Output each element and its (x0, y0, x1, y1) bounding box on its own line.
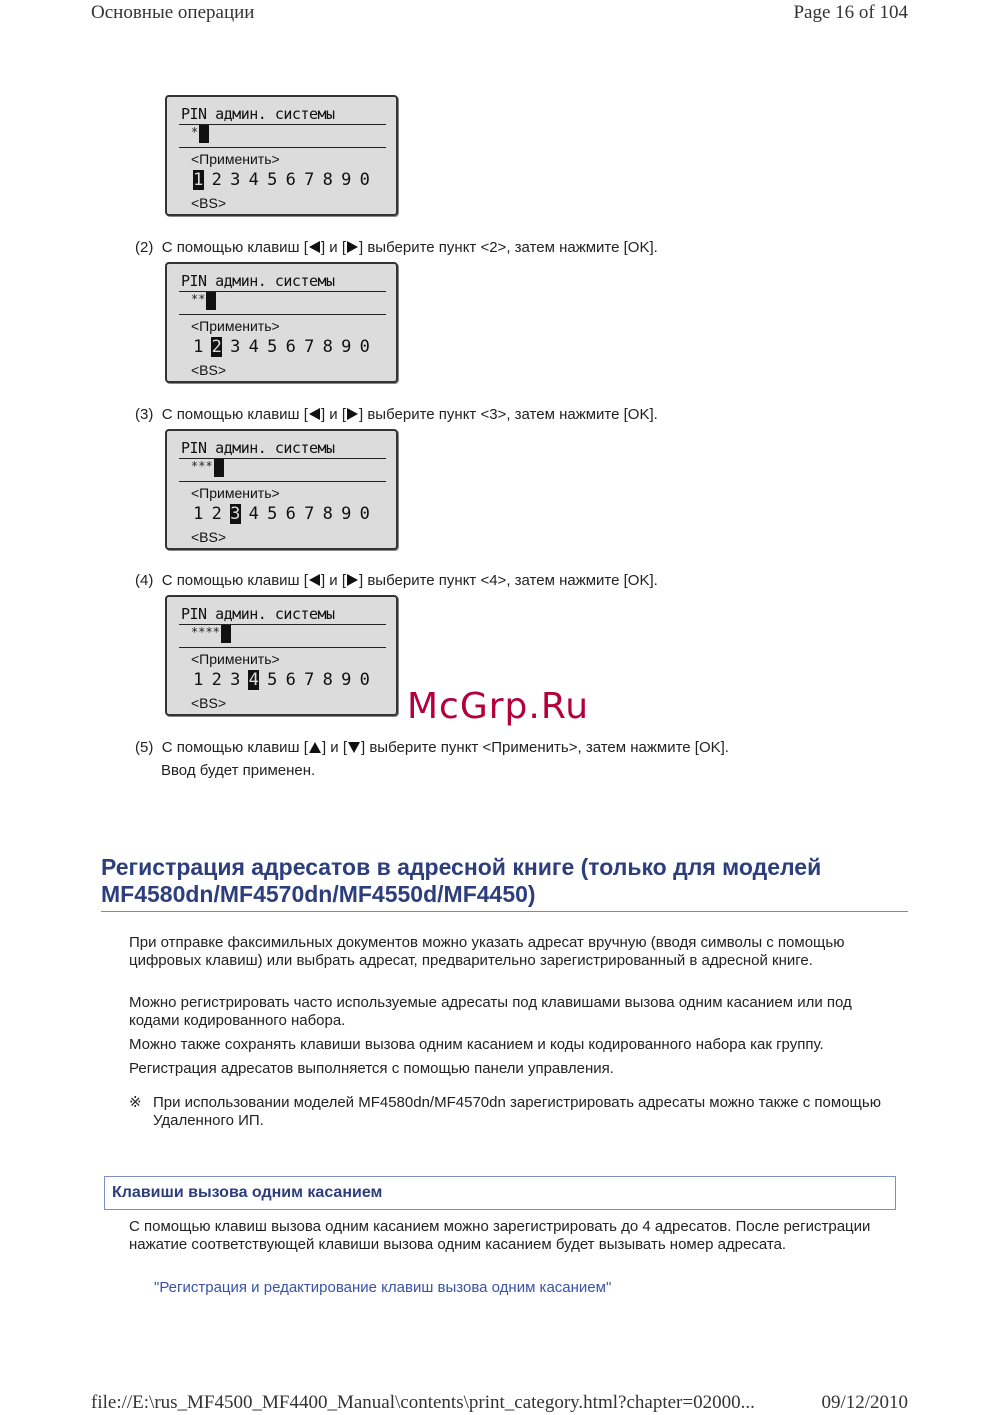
lcd-divider (179, 647, 386, 648)
header-left: Основные операции (91, 2, 255, 23)
left-arrow-icon (308, 407, 321, 421)
lcd-entered: **** (191, 625, 220, 639)
lcd-entered: *** (191, 459, 213, 473)
lcd-digit: 9 (341, 170, 352, 190)
step-number: (5) (135, 739, 154, 756)
lcd-digit-row (189, 670, 374, 690)
lcd-title: PIN админ. системы (181, 439, 335, 457)
cursor-icon (199, 125, 209, 143)
lcd-digit: 9 (341, 504, 352, 524)
lcd-digit: 4 (248, 337, 259, 357)
lcd-digit: 6 (285, 504, 296, 524)
step-text: ] выберите пункт <3>, затем нажмите [OK]. (359, 406, 658, 423)
lcd-digit: 7 (304, 170, 315, 190)
lcd-digit-row (189, 337, 374, 357)
lcd-digit: 4 (248, 170, 259, 190)
lcd-digit: 2 (211, 337, 222, 357)
lcd-digit: 0 (359, 337, 370, 357)
lcd-digit: 8 (322, 504, 333, 524)
subsection-header (104, 1176, 896, 1210)
lcd-pin-input (191, 459, 224, 478)
lcd-pin-input (191, 625, 231, 644)
section-divider (101, 911, 908, 912)
watermark: McGrp.Ru (407, 686, 590, 727)
header-page-number: Page 16 of 104 (793, 2, 908, 23)
lcd-screen-3 (165, 429, 398, 550)
subsection-title: Клавиши вызова одним касанием (112, 1184, 383, 1201)
lcd-digit: 8 (322, 337, 333, 357)
right-arrow-icon (346, 240, 359, 254)
step-text: ] выберите пункт <2>, затем нажмите [OK]. (359, 239, 658, 256)
lcd-digit: 0 (359, 170, 370, 190)
lcd-title: PIN админ. системы (181, 272, 335, 290)
lcd-divider (179, 481, 386, 482)
one-touch-keys-link[interactable]: "Регистрация и редактирование клавиш вызова одним касанием" (154, 1279, 612, 1296)
lcd-digit: 9 (341, 670, 352, 690)
lcd-apply-item: <Применить> (191, 318, 280, 334)
lcd-digit: 2 (211, 170, 222, 190)
lcd-digit: 3 (230, 504, 241, 524)
lcd-bs-item: <BS> (191, 695, 227, 711)
lcd-bs-item: <BS> (191, 195, 227, 211)
lcd-digit: 1 (193, 670, 204, 690)
step-text: С помощью клавиш [ (161, 572, 308, 589)
lcd-digit: 5 (267, 337, 278, 357)
lcd-apply-item: <Применить> (191, 151, 280, 167)
lcd-digit: 4 (248, 504, 259, 524)
lcd-screen-1 (165, 95, 398, 216)
down-arrow-icon (347, 741, 361, 754)
lcd-bs-item: <BS> (191, 362, 227, 378)
lcd-digit: 1 (193, 170, 204, 190)
step-2 (135, 239, 658, 256)
lcd-pin-input (191, 125, 209, 144)
cursor-icon (214, 459, 224, 477)
lcd-title: PIN админ. системы (181, 105, 335, 123)
section-paragraph-3: Можно также сохранять клавиши вызова одним касанием и коды кодированного набора как группу. (129, 1036, 824, 1053)
lcd-digit-row (189, 504, 374, 524)
lcd-digit: 4 (248, 670, 259, 690)
subsection-paragraph: С помощью клавиш вызова одним касанием можно зарегистрировать до 4 адресатов. После регистрации нажатие соответствующей клавиши вызова одним касанием будет вызывать номер адресата. (129, 1218, 871, 1253)
lcd-digit: 2 (211, 670, 222, 690)
lcd-divider (179, 124, 386, 125)
left-arrow-icon (308, 240, 321, 254)
left-arrow-icon (308, 573, 321, 587)
lcd-entered: ** (191, 292, 206, 306)
lcd-digit: 7 (304, 670, 315, 690)
section-paragraph-1: При отправке факсимильных документов можно указать адресат вручную (вводя символы с помощью цифровых клавиш) или выбрать адресат, предварительно зарегистрированный в адресной книге. (129, 934, 845, 969)
section-paragraph-4: Регистрация адресатов выполняется с помощью панели управления. (129, 1060, 614, 1077)
step-text: С помощью клавиш [ (161, 739, 308, 756)
lcd-digit-row (189, 170, 374, 190)
lcd-digit: 3 (230, 670, 241, 690)
lcd-divider (179, 147, 386, 148)
lcd-entered: * (191, 125, 199, 139)
lcd-digit: 8 (322, 670, 333, 690)
lcd-digit: 2 (211, 504, 222, 524)
step-text: ] и [ (320, 406, 346, 423)
step-5 (135, 739, 729, 756)
step-4 (135, 572, 658, 589)
section-title: Регистрация адресатов в адресной книге (только для моделей MF4580dn/MF4570dn/MF4550d/MF4450) (101, 854, 822, 907)
step-text: ] выберите пункт <Применить>, затем нажмите [OK]. (361, 739, 729, 756)
note-mark-icon: ※ (129, 1094, 142, 1111)
step-text: ] выберите пункт <4>, затем нажмите [OK]. (359, 572, 658, 589)
cursor-icon (206, 292, 216, 310)
lcd-apply-item: <Применить> (191, 651, 280, 667)
cursor-icon (221, 625, 231, 643)
step-number: (4) (135, 572, 154, 589)
lcd-digit: 5 (267, 170, 278, 190)
lcd-title: PIN админ. системы (181, 605, 335, 623)
lcd-digit: 6 (285, 670, 296, 690)
lcd-digit: 3 (230, 170, 241, 190)
lcd-digit: 0 (359, 670, 370, 690)
lcd-screen-2 (165, 262, 398, 383)
lcd-digit: 9 (341, 337, 352, 357)
lcd-digit: 5 (267, 504, 278, 524)
lcd-digit: 8 (322, 170, 333, 190)
step-text: С помощью клавиш [ (161, 406, 308, 423)
lcd-digit: 3 (230, 337, 241, 357)
lcd-pin-input (191, 292, 216, 311)
section-paragraph-2: Можно регистрировать часто используемые адресаты под клавишами вызова одним касанием или под кодами кодированного набора. (129, 994, 852, 1029)
lcd-digit: 0 (359, 504, 370, 524)
lcd-digit: 1 (193, 504, 204, 524)
note-text: При использовании моделей MF4580dn/MF4570dn зарегистрировать адресаты можно также с помощью Удаленного ИП. (153, 1094, 881, 1129)
lcd-bs-item: <BS> (191, 529, 227, 545)
step-number: (2) (135, 239, 154, 256)
lcd-digit: 7 (304, 504, 315, 524)
lcd-digit: 6 (285, 170, 296, 190)
step-text: ] и [ (321, 739, 347, 756)
step-text: С помощью клавиш [ (161, 239, 308, 256)
step-text: ] и [ (320, 239, 346, 256)
lcd-apply-item: <Применить> (191, 485, 280, 501)
step-3 (135, 406, 658, 423)
lcd-divider (179, 314, 386, 315)
right-arrow-icon (346, 573, 359, 587)
footer-date: 09/12/2010 (821, 1392, 908, 1413)
lcd-digit: 6 (285, 337, 296, 357)
lcd-digit: 5 (267, 670, 278, 690)
step-5-note: Ввод будет применен. (161, 762, 316, 779)
section-note (129, 1094, 904, 1130)
lcd-digit: 1 (193, 337, 204, 357)
right-arrow-icon (346, 407, 359, 421)
step-text: ] и [ (320, 572, 346, 589)
footer-file-path: file://E:\rus_MF4500_MF4400_Manual\contents\print_category.html?chapter=02000... (91, 1392, 755, 1413)
up-arrow-icon (308, 741, 322, 754)
step-number: (3) (135, 406, 154, 423)
lcd-digit: 7 (304, 337, 315, 357)
lcd-screen-4 (165, 595, 398, 716)
